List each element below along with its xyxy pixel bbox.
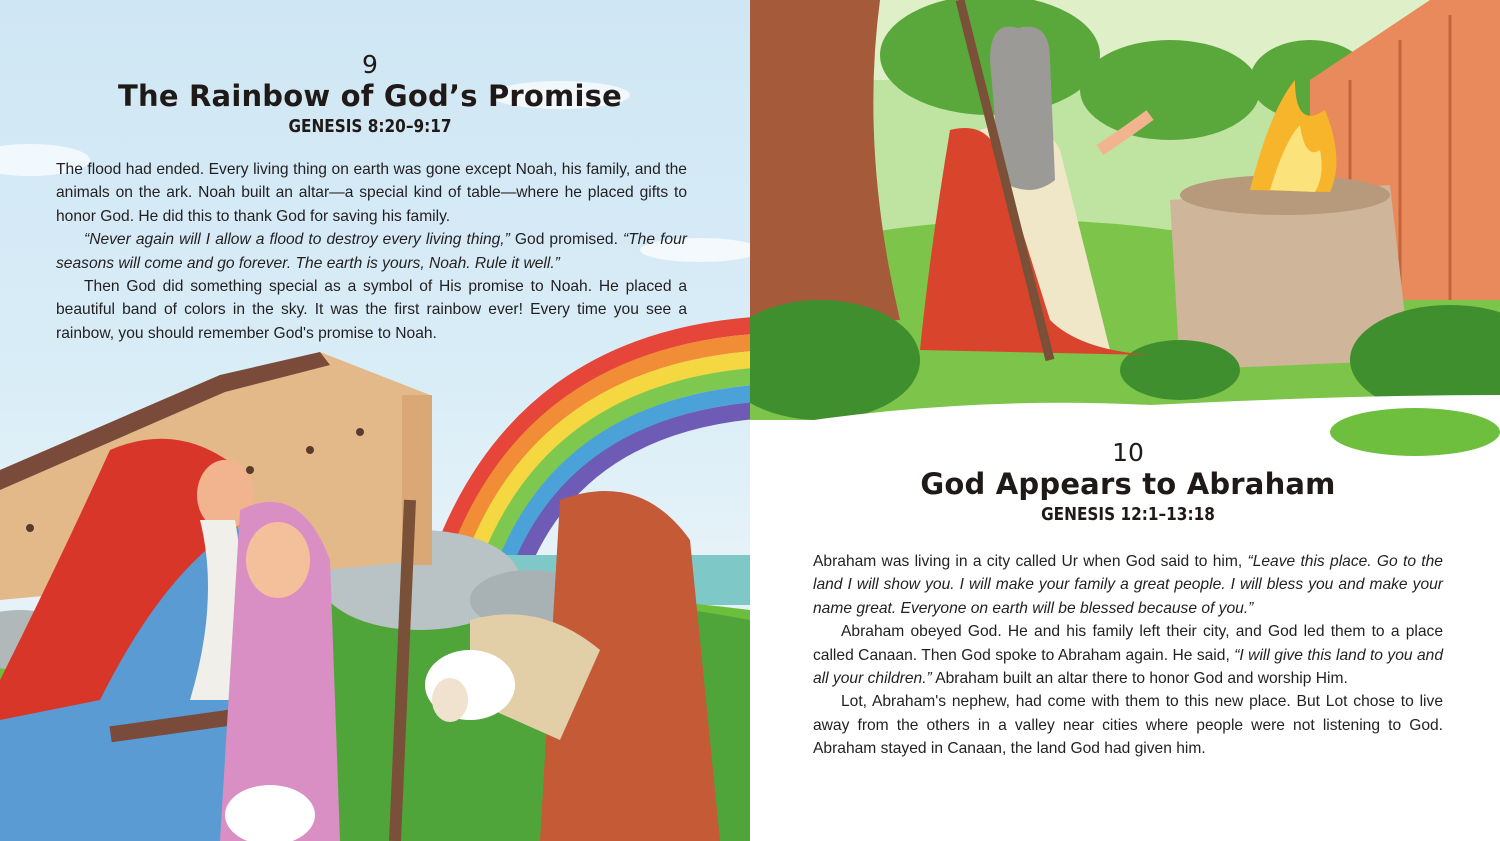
text-run: Abraham was living in a city called Ur when God said to him, <box>813 553 1248 570</box>
italic-quote: “Never again will I allow a flood to destroy every living thing,” <box>84 231 510 249</box>
story-body <box>56 158 687 345</box>
right-page <box>750 0 1500 841</box>
text-run: The flood had ended. Every living thing on earth was gone except Noah, his family, and the animals on the ark. Noah built an altar—a special kind of table—where he placed gifts to honor God. He did this to thank God for saving his family. <box>56 161 687 225</box>
story-number: 10 <box>1112 438 1144 467</box>
text-run: Abraham obeyed God. He and his family left their city, and God led them to a place called Canaan. Then God spoke to Abraham again. He said, <box>813 623 1443 664</box>
scripture-reference: GENESIS 12:1–13:18 <box>1041 504 1215 525</box>
story-paragraph <box>813 620 1443 690</box>
italic-quote: “I will give this land to you and all your children.” <box>813 646 1443 688</box>
story-heading <box>90 51 650 139</box>
story-paragraph <box>56 228 687 275</box>
italic-quote: “Leave this place. Go to the land I will show you. I will make your family a great people. I will bless you and make your name great. Everyone on earth will be blessed because of you.” <box>813 553 1443 617</box>
story-body <box>813 550 1443 761</box>
story-title: The Rainbow of God’s Promise <box>118 79 622 113</box>
text-run: Abraham built an altar there to honor God and worship Him. <box>931 670 1348 688</box>
italic-quote: “The four seasons will come and go forever. The earth is yours, Noah. Rule it well.” <box>56 231 687 272</box>
story-heading <box>820 439 1436 527</box>
story-paragraph <box>56 275 687 345</box>
text-run: God promised. <box>509 231 623 249</box>
text-run: Then God did something special as a symbol of His promise to Noah. He placed a beautiful band of colors in the sky. It was the first rainbow ever! Every time you see a rainbow, you should remember God's promise to Noah. <box>56 278 687 342</box>
story-number: 9 <box>362 50 378 79</box>
story-title: God Appears to Abraham <box>920 467 1336 501</box>
scripture-reference: GENESIS 8:20–9:17 <box>288 116 452 137</box>
text-run: Lot, Abraham's nephew, had come with them to this new place. But Lot chose to live away from the others in a valley near cities where people were not listening to God. Abraham stayed in Canaan, the land God had given him. <box>813 693 1443 758</box>
story-paragraph <box>813 550 1443 620</box>
story-paragraph <box>56 158 687 228</box>
story-paragraph <box>813 690 1443 760</box>
